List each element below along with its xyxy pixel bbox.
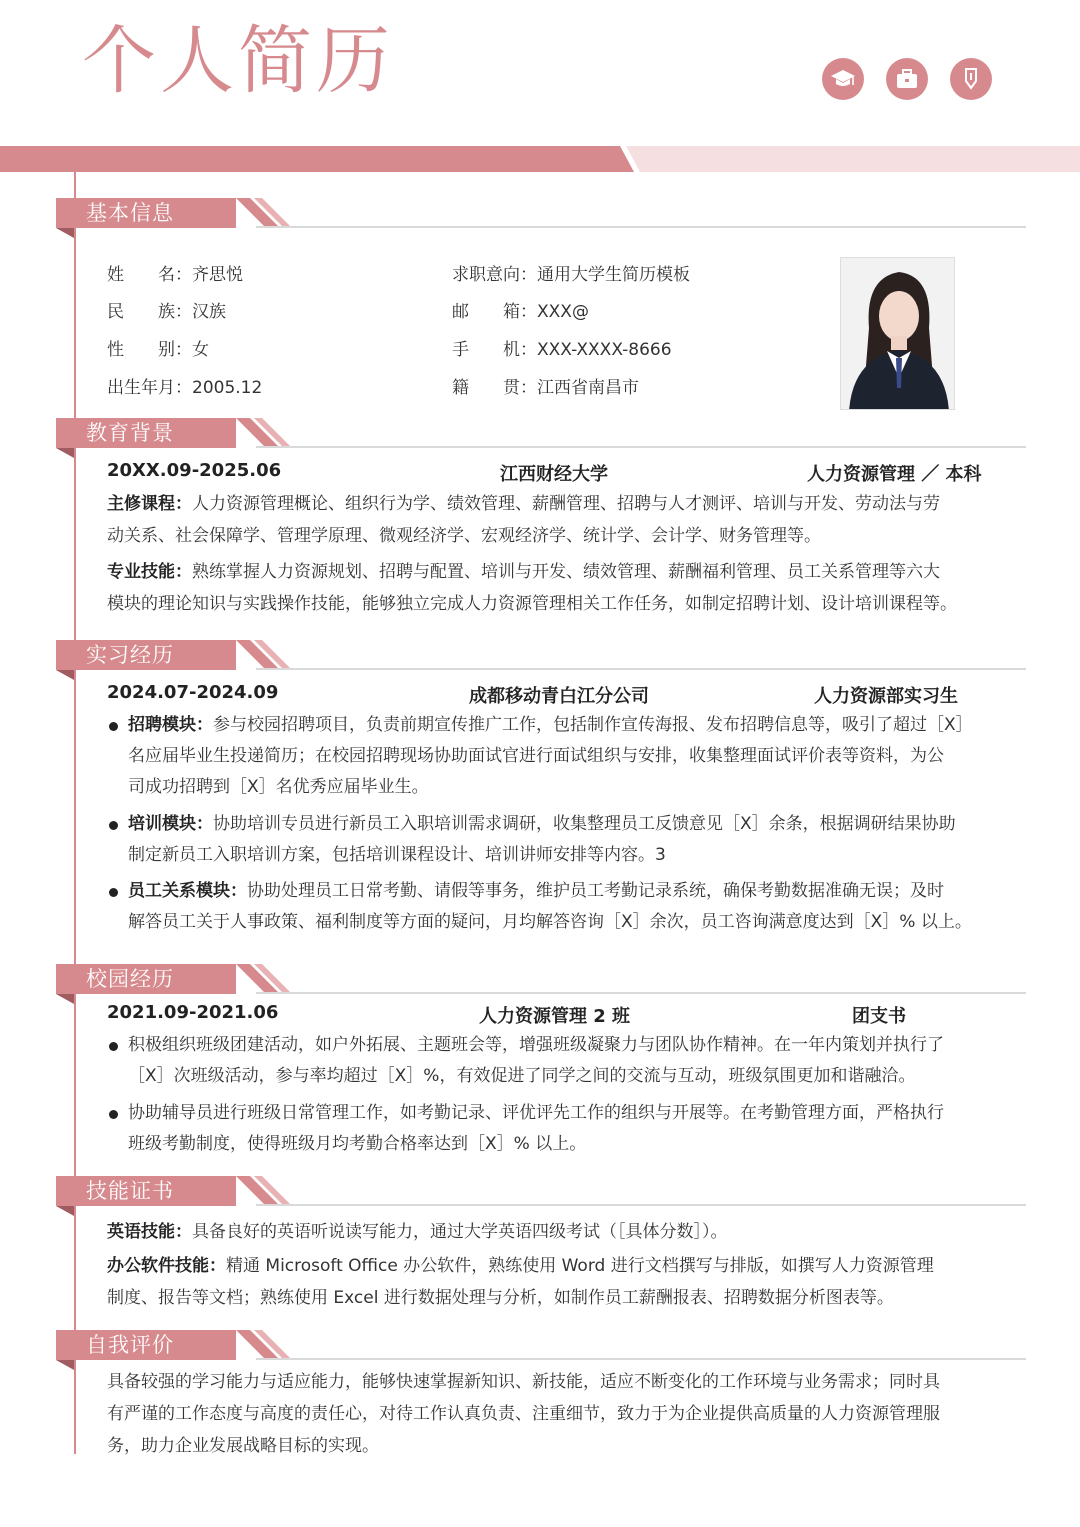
section-rule: [256, 226, 1026, 228]
pro-skills-paragraph: 专业技能：熟练掌握人力资源规划、招聘与配置、培训与开发、绩效管理、薪酬福利管理、员工关系管理等六大 模块的理论知识与实践操作技能，能够独立完成人力资源管理相关工作任务，如制定招聘计划、设计培训课程等。: [107, 562, 957, 614]
english-skills: 英语技能：具备良好的英语听说读写能力，通过大学英语四级考试（［具体分数］）。: [107, 1222, 728, 1242]
birth-row: 出生年月：2005.12: [107, 378, 263, 398]
ethnicity-row: 民 族：汉族: [107, 302, 226, 322]
section-title: 校园经历: [86, 967, 174, 991]
profile-photo: [840, 257, 955, 410]
stripes-decoration: [236, 1330, 296, 1360]
stripes-decoration: [236, 198, 296, 228]
graduation-cap-icon: [822, 58, 864, 100]
section-title: 实习经历: [86, 643, 174, 667]
pen-icon: [950, 58, 992, 100]
internship-company: 成都移动青白江分公司: [469, 686, 649, 707]
briefcase-icon: [886, 58, 928, 100]
stripes-decoration: [236, 964, 296, 994]
section-rule: [256, 992, 1026, 994]
list-item: 协助辅导员进行班级日常管理工作，如考勤记录、评优评先工作的组织与开展等。在考勤管理方面，严格执行 班级考勤制度，使得班级月均考勤合格率达到［X］% 以上。: [107, 1098, 999, 1160]
timeline-line: [74, 172, 76, 1454]
internship-entry-head: [107, 682, 997, 710]
intent-row: 求职意向：通用大学生简历模板: [452, 265, 690, 285]
campus-period: 2021.09-2021.06: [107, 1002, 279, 1023]
campus-entry-head: [107, 1002, 997, 1030]
list-item: 员工关系模块：协助处理员工日常考勤、请假等事务，维护员工考勤记录系统，确保考勤数据准确无误；及时 解答员工关于人事政策、福利制度等方面的疑问，月均解答咨询［X］余次，员工咨询满意度达到［X］% 以上。: [107, 876, 999, 938]
top-band: [0, 146, 1080, 172]
gender-row: 性 别：女: [107, 340, 209, 360]
email-row: 邮 箱：XXX@: [452, 302, 589, 322]
list-item: 招聘模块：参与校园招聘项目，负责前期宣传推广工作，包括制作宣传海报、发布招聘信息等，吸引了超过［X］ 名应届毕业生投递简历；在校园招聘现场协助面试官进行面试组织与安排，收集整理面试评价表等资料，为公 司成功招聘到［X］名优秀应届毕业生。: [107, 710, 999, 803]
internship-period: 2024.07-2024.09: [107, 682, 279, 703]
stripes-decoration: [236, 640, 296, 670]
hometown-row: 籍 贯：江西省南昌市: [452, 378, 639, 398]
stripes-decoration: [236, 418, 296, 448]
list-item: 培训模块：协助培训专员进行新员工入职培训需求调研，收集整理员工反馈意见［X］余条，根据调研结果协助 制定新员工入职培训方案，包括培训课程设计、培训讲师安排等内容。3: [107, 809, 999, 871]
section-rule: [256, 446, 1026, 448]
section-title: 教育背景: [86, 421, 174, 445]
education-period: 20XX.09-2025.06: [107, 460, 282, 481]
section-basic-info: [56, 198, 1026, 248]
courses-paragraph: 主修课程：人力资源管理概论、组织行为学、绩效管理、薪酬管理、招聘与人才测评、培训与开发、劳动法与劳 动关系、社会保障学、管理学原理、微观经济学、宏观经济学、统计学、会计学、财务管理等。: [107, 494, 940, 546]
section-title: 技能证书: [86, 1179, 174, 1203]
page-title: 个人简历: [82, 18, 394, 104]
internship-role: 人力资源部实习生: [814, 686, 958, 707]
section-rule: [256, 1204, 1026, 1206]
campus-org: 人力资源管理 2 班: [479, 1006, 631, 1027]
education-school: 江西财经大学: [500, 464, 608, 485]
name-row: 姓 名：齐思悦: [107, 265, 243, 285]
education-major: 人力资源管理 ／ 本科: [807, 464, 982, 485]
section-rule: [256, 1358, 1026, 1360]
education-entry-head: [107, 460, 997, 488]
stripes-decoration: [236, 1176, 296, 1206]
office-skills: 办公软件技能：精通 Microsoft Office 办公软件，熟练使用 Word 进行文档撰写与排版，如撰写人力资源管理 制度、报告等文档；熟练使用 Excel 进行数据处理与分析，如制作员工薪酬报表、招聘数据分析图表等。: [107, 1256, 934, 1308]
campus-role: 团支书: [852, 1006, 906, 1027]
header-icons: [822, 58, 992, 100]
section-rule: [256, 668, 1026, 670]
phone-row: 手 机：XXX-XXXX-8666: [452, 340, 672, 360]
section-title: 基本信息: [86, 201, 174, 225]
self-eval-paragraph: 具备较强的学习能力与适应能力，能够快速掌握新知识、新技能，适应不断变化的工作环境与业务需求；同时具 有严谨的工作态度与高度的责任心，对待工作认真负责、注重细节，致力于为企业提供高质量的人力资源管理服 务，助力企业发展战略目标的实现。: [107, 1372, 940, 1456]
section-title: 自我评价: [86, 1333, 174, 1357]
list-item: 积极组织班级团建活动，如户外拓展、主题班会等，增强班级凝聚力与团队协作精神。在一年内策划并执行了 ［X］次班级活动，参与率均超过［X］%，有效促进了同学之间的交流与互动，班级氛围更加和谐融洽。: [107, 1030, 999, 1092]
